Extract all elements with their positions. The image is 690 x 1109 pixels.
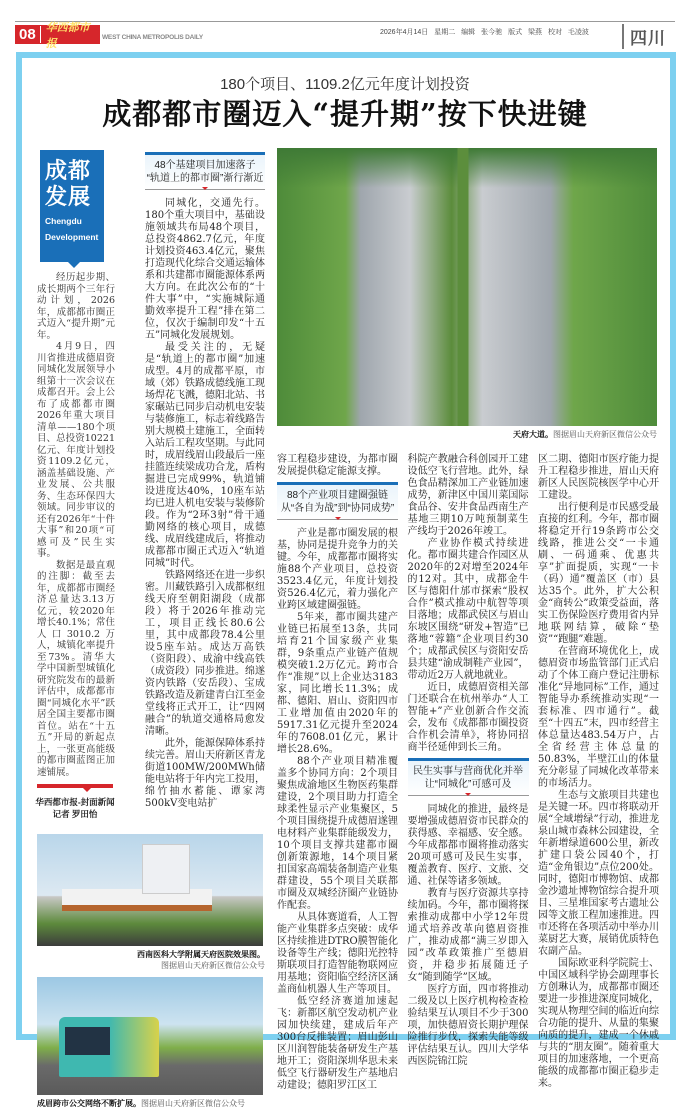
subhead-line: 从“各自为战”到“协同成势” [280,503,395,514]
page-number: 08 [15,26,41,43]
paragraph: 经历起步期、成长期两个三年行动计划，2026年，成都都市圈正式迈入“提升期”元年。 [37,272,115,341]
editor: 编辑 张今驰 [461,29,503,36]
column-2 [145,150,265,810]
byline-divider [37,784,113,788]
badge-cn-1: 成都 [45,158,92,184]
paragraph: 在营商环境优化上，成德眉资市场监管部门正式启动了个体工商户登记注册标准化“异地同标”工作，通过智能导办系统推动实现“一套标准、四市通行”。截至“十四五”末，四市经营主体总量达483.54万户，占全省经营主体总量的50.83%，半壁江山的体量充分彰显了同城化改革带来的市场活力。 [538,646,659,789]
subhead-livelihood [408,758,529,796]
section-label: 四川 [622,24,666,49]
paragraph: 产业是都市圈发展的根基，协同是提升竞争力的关键。今年，成都都市圈将实施88个产业项目，总投资3523.4亿元，年度计划投资526.4亿元，着力强化产业跨区域建圈强链。 [277,528,398,611]
paragraph: 科院产教融合科创园开工建设低空飞行营地。此外，绿色食品精深加工产业链加速成势，新津区中国川菜国际食品谷、安井食品西南生产基地三期10万吨预制菜生产线均于2026年竣工。 [407,454,529,537]
subhead-line: 48个基建项目加速落子 [154,160,256,171]
byline-reporter: 记者 罗田怡 [52,809,98,819]
byline [33,796,117,820]
right-block [277,148,659,1092]
paragraph: 生态与文旅项目共建也是关键一环。四市将联动开展“全域增绿”行动，推进龙泉山城市森林公园建设，全年新增绿道600公里，新改扩建口袋公园40个，打造“金角银边”点位200处。同时，德阳市博物馆、成都金沙遗址博物馆综合提升项目、三星堆国家考古遗址公园等文旅工程加速推进。四市还将在各项活动中举办川菜厨艺大赛，展销优质特色农副产品。 [538,790,659,957]
photo-caption [37,1098,265,1109]
badge-en-1: Chengdu [45,216,82,226]
lead-column-wrap [37,150,115,820]
proofreader: 校对 毛凌波 [547,29,589,36]
masthead-logo: 华西都市报 [45,21,90,50]
paragraph: 5年来，都市圈共建产业链已拓展至13条，共同培育21个国家级产业集群，9条重点产业链产值规模突破1.2万亿元。跨市合作“准规”以上企业达3183家，同比增长11.3%；成都、德阳、眉山、资阳四市工业增加值由2020年的5917.31亿元提升至2024年的7608.01亿元，累计增长28.6%。 [277,612,398,755]
caption-credit: 图据眉山天府新区微信公众号 [161,961,265,970]
paragraph: 近日，成德眉资相关部门还联合在杭州举办“人工智能+”产业创新合作交流会，发布《成都都市圈投资合作机会清单》，将协同招商半径延伸到长三角。 [407,682,529,753]
badge-cn-2: 发展 [45,184,92,210]
paragraph: 数据是最直观的注脚：截至去年，成都都市圈经济总量达3.13万亿元，较2020年增长40.1%；常住人口3010.2万人，城镇化率提升至73%。清华大学中国新型城镇化研究院发布的最新评估中，成都都市圈“同城化水平”跃居全国主要都市圈首位。站在“十五五”开局的新起点上，一张更高能级的都市圈蓝图正加速铺展。 [37,559,115,778]
caption-text: 成眉跨市公交网络不断扩展。 [37,1099,141,1108]
subhead-line: “轨道上的都市圈”渐行渐近 [146,173,264,184]
masthead-english: WEST CHINA METROPOLIS DAILY [102,34,204,41]
paragraph: 同城化，交通先行。180个重大项目中，基础设施领域共布局48个项目，总投资4862.7亿元，年度计划投资463.4亿元，聚焦打造现代化综合交通运输体系和共建都市圈能源体系两大方向。在此次公布的“十件大事”中，“实施城际通勤效率提升工程”排在第二位，仅次于编制印发“十五五”同城化发展规划。 [145,198,265,341]
caption-credit: 图据眉山天府新区微信公众号 [141,1099,245,1108]
paragraph: 最受关注的，无疑是“轨道上的都市圈”加速成型。4月的成都平原，市域（郊）铁路成德线施工现场焊花飞溅，德阳北站、书家碾站已同步启动机电安装与装修施工，标志着线路告别大规模土建施工，全面转入站后工程攻坚期。与此同时，成眉线眉山段最后一座挂篮连续梁成功合龙，盾构掘进已完成99%，轨道铺设进度达40%，10座车站均已进人机电安装与装修阶段。作为“2环3射”骨干通勤网络的核心项目，成德线、成眉线建成后，将推动成都都市圈正式迈入“轨道同城”时代。 [145,342,265,569]
paragraph: 从具体赛道看，人工智能产业集群多点突破：成华区持续推进DTRO膜智能化设备等生产线；德阳光控特斯联项目打造智能物联网应用基地；资阳临空经济区涵盖商仙机器人生产等项目。 [277,912,398,995]
paragraph: 医疗方面，四市将推动二级及以上医疗机构检查检验结果互认项目不少于300项，加快德眉资长期护理保险推行步伐，探索失能等级评估结果互认。四川大学华西医院锦江院 [407,984,529,1067]
photo-bus [37,977,263,1095]
caption-text: 西南医科大学附属天府医院效果图。 [137,950,265,959]
byline-outlet: 华西都市报-封面新闻 [35,797,115,807]
paragraph: 88个产业项目精准覆盖多个协同方向：2个项目聚焦成渝地区生物医药集群建设，2个项目助力打造全球柔性显示产业集聚区，5个项目围绕提升成德眉遂锂电材料产业集群能级发力，10个项目支撑共建都市圈创新策源地，14个项目紧扣国家高端装备制造产业集群建设，55个项目关联都市圈及双城经济圈产业链协作配套。 [277,756,398,911]
subhead-industry [277,482,398,520]
lead-column [37,272,115,778]
photo-caption [277,429,657,440]
column-5 [538,454,659,1092]
issue-date: 2026年4月14日 [380,29,429,36]
paragraph: 容工程稳步建设，为都市圈发展提供稳定能源支撑。 [277,454,398,477]
badge-en-2: Development [45,232,99,242]
caption-credit: 图据眉山天府新区微信公众号 [553,430,657,439]
paragraph: 教育与医疗资源共享持续加码。今年，都市圈将探索推动成都中小学12年贯通式培养改革向德眉资推广，推动成都“满三岁即入园”改革政策推广至德眉资，并稳步拓展随迁子女“随到随学”区域。 [407,888,529,983]
paragraph: 4月9日，四川省推进成德眉资同城化发展领导小组第十一次会议在成都召开。会上公布了成都都市圈2026年重大项目清单——180个项目、总投资10221亿元、年度计划投资1109.2亿元，涵盖基础设施、产业发展、公共服务、生态环保四大领域。同步审议的还有2026年“十件大事”和20项“可感可及”民生实事。 [37,341,115,559]
subhead-line: 88个产业项目建圈强链 [286,490,389,501]
issue-weekday: 星期二 [434,29,456,36]
column-3 [277,454,398,1092]
photo-hospital [37,834,263,946]
photo-group [37,834,265,1109]
subhead-infrastructure [145,152,265,190]
paragraph: 出行便利是市民感受最直接的红利。今年，都市圈将稳定开行19条跨市公交线路，推进公交“一卡通刷、一码通乘、优惠共享”扩面提质，实现“一卡（码）通”覆盖区（市）县达35个。此外，扩大公积金“商转公”政策受益面，落实工伤保险医疗费用省内异地联网结算，破除“垫资”“跑腿”难题。 [538,502,659,645]
photo-caption [37,949,265,971]
headline-title: 成都都市圈迈入“提升期”按下快进键 [102,97,588,131]
left-block [37,150,265,1109]
masthead [15,21,100,50]
paragraph: 区二期、德阳市医疗能力提升工程稳步推进，眉山天府新区人民医院核医学中心开工建设。 [538,454,659,501]
headline-subtitle: 180个项目、1109.2亿元年度计划投资 [220,76,470,93]
subhead-line: 民生实事与营商优化并举 [413,766,523,777]
paragraph: 此外，能源保障体系持续完善。眉山天府新区青龙街道100MW/200MWh储能电站将于年内完工投用，绵竹抽水蓄能、谭家湾500kV变电站扩 [145,738,265,809]
photo-tianfu-avenue [277,148,657,426]
subhead-line: 让“同城化”可感可及 [424,779,512,790]
issue-meta [380,27,589,37]
column-4 [408,454,529,1092]
paragraph: 同城化的推进，最终是要增强成德眉资市民群众的获得感、幸福感、安全感。今年成都都市圈将推动落实20项可感可及民生实事，覆盖教育、医疗、文旅、交通、社保等诸多领域。 [407,804,529,887]
section-badge [40,150,104,262]
header-rule [15,21,675,22]
paragraph: 铁路网络还在进一步织密。川藏铁路引入成都枢纽线天府至朝阳湖段（成都段）将于2026年推动完工，项目正线长80.6公里，其中成都段78.4公里设5座车站。成达万高铁（资阳段）、成渝中线高铁（成资段）同步推进。绵遂资内铁路（安岳段）、宝成铁路改造及新建青白江至金堂线将正式开工，让“四网融合”的轨道交通格局愈发清晰。 [145,570,265,737]
paragraph: 产业协作模式持续进化。都市圈共建合作园区从2020年的2对增至2024年的12对。其中，成都金牛区与德阳什邡市探索“股权合作”模式推动中航智等项目落地；成都武侯区与眉山东坡区围绕“研发+智造”已落地“蓉籍”企业项目约30个；成都武侯区与资阳安岳县共建“渝成制鞋产业园”，带动近2万人就地就业。 [407,538,529,681]
paragraph: 国际欧亚科学院院士、中国区域科学协会副理事长方创琳认为，成都都市圈还要进一步推进深度同城化，实现从物理空间的临近向综合功能的提升、从量的集聚向质的提升，建成一个休戚与共的“朋友圈”。随着重大项目的加速落地，一个更高能级的成都都市圈正稳步走来。 [538,958,659,1089]
paragraph: 低空经济赛道加速起飞：新都区航空发动机产业园加快续建，建成后年产300台反推装置；眉山彭山区川润智能装备研发生产基地开工；资阳深圳华思未来低空飞行器研发生产基地启动建设；德阳罗江区工 [277,996,398,1091]
caption-text: 天府大道。 [513,430,553,439]
layout-credit: 版式 梁燕 [508,29,543,36]
